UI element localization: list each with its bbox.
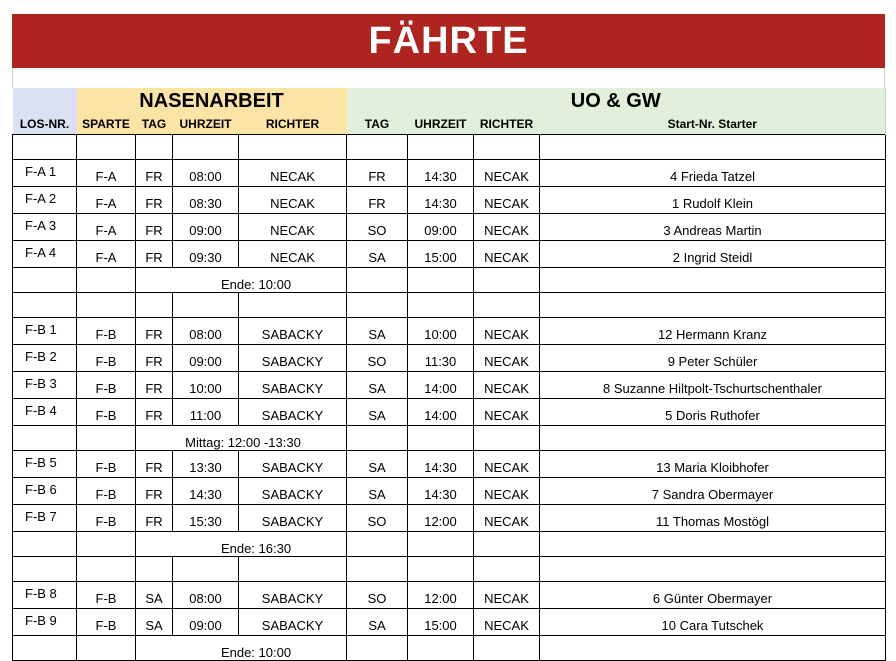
tag-uo-cell: SA	[347, 451, 408, 478]
richter-cell: SABACKY	[239, 609, 347, 636]
empty-cell	[347, 135, 408, 160]
section-header-row	[13, 88, 886, 114]
uhrzeit-cell: 08:00	[173, 160, 239, 187]
richter-cell: NECAK	[239, 241, 347, 268]
richter-cell: SABACKY	[239, 372, 347, 399]
uhrzeit-cell: 09:00	[173, 345, 239, 372]
empty-cell	[347, 532, 408, 557]
richter-uo-cell: NECAK	[474, 187, 540, 214]
tag-cell: FR	[136, 372, 173, 399]
tag-cell: FR	[136, 451, 173, 478]
table-row	[13, 345, 886, 372]
tag-uo-cell: SA	[347, 372, 408, 399]
tag-cell: FR	[136, 241, 173, 268]
los-header-cell	[13, 88, 77, 114]
empty-cell	[136, 135, 173, 160]
richter-uo-cell: NECAK	[474, 399, 540, 426]
richter-cell: SABACKY	[239, 582, 347, 609]
page-title: FÄHRTE	[12, 14, 885, 68]
empty-cell	[540, 268, 886, 293]
sparte-cell: F-B	[77, 609, 136, 636]
empty-cell	[13, 636, 77, 661]
richter-cell: NECAK	[239, 214, 347, 241]
table-row	[13, 399, 886, 426]
break-note-row	[13, 426, 886, 451]
tag-cell: FR	[136, 187, 173, 214]
sparte-cell: F-A	[77, 187, 136, 214]
los-nr-cell: F-A 2	[13, 187, 77, 214]
los-nr-cell: F-A 4	[13, 241, 77, 268]
tag-cell: SA	[136, 609, 173, 636]
empty-cell	[173, 135, 239, 160]
break-note-cell	[136, 268, 347, 293]
tag-cell: FR	[136, 478, 173, 505]
empty-cell	[347, 268, 408, 293]
richter-uo-cell: NECAK	[474, 214, 540, 241]
los-nr-cell: F-B 7	[13, 505, 77, 532]
col-uhrzeit: UHRZEIT	[173, 114, 239, 135]
table-row	[13, 609, 886, 636]
empty-cell	[474, 426, 540, 451]
richter-cell: SABACKY	[239, 399, 347, 426]
col-uhrzeit-uo: UHRZEIT	[408, 114, 474, 135]
empty-cell	[540, 426, 886, 451]
tag-uo-cell: SA	[347, 478, 408, 505]
tag-uo-cell: SO	[347, 214, 408, 241]
richter-uo-cell: NECAK	[474, 505, 540, 532]
tag-cell: FR	[136, 505, 173, 532]
uhrzeit-uo-cell: 15:00	[408, 241, 474, 268]
los-nr-cell: F-A 1	[13, 160, 77, 187]
empty-cell	[239, 135, 347, 160]
starter-cell: 13 Maria Kloibhofer	[540, 451, 886, 478]
empty-cell	[540, 557, 886, 582]
empty-cell	[13, 268, 77, 293]
table-row	[13, 160, 886, 187]
sparte-cell: F-B	[77, 318, 136, 345]
empty-cell	[239, 557, 347, 582]
uhrzeit-cell: 11:00	[173, 399, 239, 426]
sparte-cell: F-A	[77, 241, 136, 268]
empty-cell	[13, 557, 77, 582]
uhrzeit-cell: 14:30	[173, 478, 239, 505]
table-row	[13, 187, 886, 214]
sparte-cell: F-A	[77, 160, 136, 187]
uhrzeit-uo-cell: 11:30	[408, 345, 474, 372]
uhrzeit-uo-cell: 14:30	[408, 160, 474, 187]
tag-uo-cell: SA	[347, 399, 408, 426]
uhrzeit-uo-cell: 09:00	[408, 214, 474, 241]
starter-cell: 4 Frieda Tatzel	[540, 160, 886, 187]
starter-cell: 3 Andreas Martin	[540, 214, 886, 241]
uo-gw-header: UO & GW	[347, 88, 886, 114]
richter-cell: NECAK	[239, 187, 347, 214]
col-los-nr: LOS-NR.	[13, 114, 77, 135]
empty-cell	[77, 636, 136, 661]
tag-cell: FR	[136, 318, 173, 345]
los-nr-cell: F-B 3	[13, 372, 77, 399]
tag-uo-cell: FR	[347, 160, 408, 187]
break-note-row	[13, 636, 886, 661]
break-note-text: Ende: 16:30	[220, 541, 292, 556]
break-note-cell	[136, 532, 347, 557]
empty-cell	[13, 293, 77, 318]
richter-uo-cell: NECAK	[474, 345, 540, 372]
richter-uo-cell: NECAK	[474, 582, 540, 609]
sparte-cell: F-B	[77, 345, 136, 372]
uhrzeit-cell: 08:00	[173, 582, 239, 609]
table-row	[13, 372, 886, 399]
uhrzeit-uo-cell: 12:00	[408, 505, 474, 532]
uhrzeit-cell: 10:00	[173, 372, 239, 399]
uhrzeit-cell: 09:00	[173, 214, 239, 241]
uhrzeit-cell: 09:30	[173, 241, 239, 268]
sparte-cell: F-B	[77, 451, 136, 478]
empty-cell	[408, 268, 474, 293]
uhrzeit-uo-cell: 12:00	[408, 582, 474, 609]
table-row	[13, 318, 886, 345]
sparte-cell: F-B	[77, 399, 136, 426]
col-starter: Start-Nr. Starter	[540, 114, 886, 135]
sparte-cell: F-A	[77, 214, 136, 241]
uhrzeit-uo-cell: 14:30	[408, 478, 474, 505]
sparte-cell: F-B	[77, 372, 136, 399]
richter-uo-cell: NECAK	[474, 241, 540, 268]
empty-cell	[408, 135, 474, 160]
break-note-cell	[136, 636, 347, 661]
empty-cell	[474, 636, 540, 661]
empty-cell	[408, 532, 474, 557]
empty-cell	[347, 557, 408, 582]
starter-cell: 10 Cara Tutschek	[540, 609, 886, 636]
tag-uo-cell: SA	[347, 241, 408, 268]
empty-cell	[474, 532, 540, 557]
tag-cell: SA	[136, 582, 173, 609]
starter-cell: 1 Rudolf Klein	[540, 187, 886, 214]
tag-cell: FR	[136, 345, 173, 372]
empty-cell	[13, 532, 77, 557]
empty-cell	[77, 426, 136, 451]
starter-cell: 2 Ingrid Steidl	[540, 241, 886, 268]
empty-cell	[540, 293, 886, 318]
tag-cell: FR	[136, 399, 173, 426]
uhrzeit-cell: 08:00	[173, 318, 239, 345]
tag-uo-cell: SA	[347, 609, 408, 636]
richter-cell: SABACKY	[239, 451, 347, 478]
col-tag: TAG	[136, 114, 173, 135]
uhrzeit-cell: 15:30	[173, 505, 239, 532]
los-nr-cell: F-B 2	[13, 345, 77, 372]
starter-cell: 5 Doris Ruthofer	[540, 399, 886, 426]
empty-cell	[540, 636, 886, 661]
tag-cell: FR	[136, 214, 173, 241]
starter-cell: 12 Hermann Kranz	[540, 318, 886, 345]
empty-cell	[77, 268, 136, 293]
tag-uo-cell: SA	[347, 318, 408, 345]
blank-row	[13, 135, 886, 160]
richter-cell: SABACKY	[239, 478, 347, 505]
tag-uo-cell: SO	[347, 345, 408, 372]
empty-cell	[474, 293, 540, 318]
break-note-text: Mittag: 12:00 -13:30	[185, 435, 301, 450]
empty-cell	[77, 532, 136, 557]
col-richter: RICHTER	[239, 114, 347, 135]
richter-uo-cell: NECAK	[474, 609, 540, 636]
empty-cell	[13, 135, 77, 160]
starter-cell: 11 Thomas Mostögl	[540, 505, 886, 532]
uhrzeit-uo-cell: 15:00	[408, 609, 474, 636]
empty-cell	[347, 293, 408, 318]
richter-uo-cell: NECAK	[474, 318, 540, 345]
empty-cell	[408, 426, 474, 451]
empty-cell	[408, 636, 474, 661]
los-nr-cell: F-B 6	[13, 478, 77, 505]
empty-cell	[136, 557, 173, 582]
empty-cell	[408, 293, 474, 318]
empty-cell	[77, 557, 136, 582]
los-nr-cell: F-B 9	[13, 609, 77, 636]
empty-cell	[474, 557, 540, 582]
los-nr-cell: F-B 1	[13, 318, 77, 345]
richter-uo-cell: NECAK	[474, 372, 540, 399]
richter-uo-cell: NECAK	[474, 451, 540, 478]
tag-uo-cell: SO	[347, 582, 408, 609]
column-header-row	[13, 114, 886, 135]
sparte-cell: F-B	[77, 478, 136, 505]
uhrzeit-uo-cell: 14:00	[408, 399, 474, 426]
empty-cell	[347, 426, 408, 451]
empty-cell	[77, 135, 136, 160]
empty-cell	[474, 268, 540, 293]
uhrzeit-uo-cell: 14:30	[408, 451, 474, 478]
tag-uo-cell: SO	[347, 505, 408, 532]
col-tag-uo: TAG	[347, 114, 408, 135]
uhrzeit-uo-cell: 14:00	[408, 372, 474, 399]
empty-cell	[13, 426, 77, 451]
table-row	[13, 451, 886, 478]
schedule-table	[12, 88, 886, 661]
break-note-cell	[136, 426, 347, 451]
empty-cell	[347, 636, 408, 661]
blank-row	[13, 293, 886, 318]
empty-cell	[540, 135, 886, 160]
break-note-text: Ende: 10:00	[220, 645, 292, 660]
starter-cell: 8 Suzanne Hiltpolt-Tschurtschenthaler	[540, 372, 886, 399]
col-richter-uo: RICHTER	[474, 114, 540, 135]
starter-cell: 6 Günter Obermayer	[540, 582, 886, 609]
richter-uo-cell: NECAK	[474, 160, 540, 187]
uhrzeit-cell: 13:30	[173, 451, 239, 478]
los-nr-cell: F-B 8	[13, 582, 77, 609]
table-row	[13, 505, 886, 532]
tag-cell: FR	[136, 160, 173, 187]
los-nr-cell: F-A 3	[13, 214, 77, 241]
table-row	[13, 214, 886, 241]
table-row	[13, 478, 886, 505]
starter-cell: 7 Sandra Obermayer	[540, 478, 886, 505]
uhrzeit-uo-cell: 10:00	[408, 318, 474, 345]
sparte-cell: F-B	[77, 505, 136, 532]
uhrzeit-cell: 08:30	[173, 187, 239, 214]
table-row	[13, 241, 886, 268]
starter-cell: 9 Peter Schüler	[540, 345, 886, 372]
break-note-text: Ende: 10:00	[220, 277, 292, 292]
nasenarbeit-header: NASENARBEIT	[77, 88, 347, 114]
richter-cell: NECAK	[239, 160, 347, 187]
uhrzeit-uo-cell: 14:30	[408, 187, 474, 214]
empty-cell	[136, 293, 173, 318]
empty-cell	[474, 135, 540, 160]
richter-cell: SABACKY	[239, 318, 347, 345]
blank-row	[13, 557, 886, 582]
richter-cell: SABACKY	[239, 345, 347, 372]
col-sparte: SPARTE	[77, 114, 136, 135]
break-note-row	[13, 532, 886, 557]
tag-uo-cell: FR	[347, 187, 408, 214]
los-nr-cell: F-B 5	[13, 451, 77, 478]
empty-cell	[408, 557, 474, 582]
uhrzeit-cell: 09:00	[173, 609, 239, 636]
los-nr-cell: F-B 4	[13, 399, 77, 426]
break-note-row	[13, 268, 886, 293]
empty-cell	[540, 532, 886, 557]
richter-uo-cell: NECAK	[474, 478, 540, 505]
table-row	[13, 582, 886, 609]
empty-cell	[77, 293, 136, 318]
empty-cell	[173, 557, 239, 582]
title-spacer	[12, 68, 885, 88]
richter-cell: SABACKY	[239, 505, 347, 532]
sparte-cell: F-B	[77, 582, 136, 609]
empty-cell	[239, 293, 347, 318]
empty-cell	[173, 293, 239, 318]
